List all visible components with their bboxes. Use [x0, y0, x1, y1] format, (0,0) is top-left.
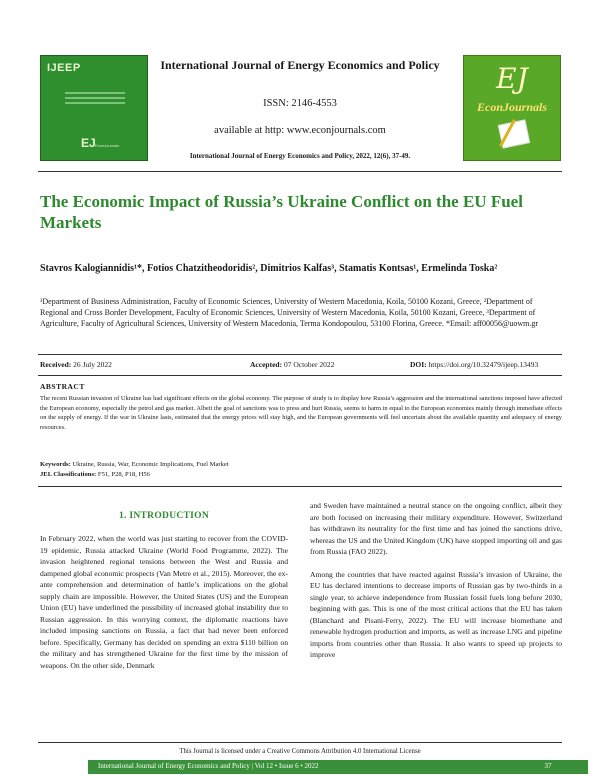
abstract-divider — [38, 486, 562, 487]
cover-logo-sub: EconJournals — [95, 143, 120, 148]
citation: International Journal of Energy Economics and Policy, 2022, 12(6), 37-49. — [189, 152, 411, 160]
availability-link[interactable]: available at http: www.econjournals.com — [214, 125, 386, 136]
paragraph: and Sweden have maintained a neutral stance on the ongoing conflict, albeit they are both focused on increasing their military expenditure. However, Switzerland has withdrawn its neutrality for the first time and has joined the sanctions drive, whereas the US and the United Kingdom (UK) have stopped importing oil and gas from Russia (FAO 2022). — [310, 501, 562, 556]
section-heading-introduction: 1. INTRODUCTION — [118, 511, 209, 521]
authors: Stavros Kalogiannidis¹*, Fotios Chatzitheodoridis², Dimitrios Kalfas³, Stamatis Kontsas¹, Ermelinda Toska² — [40, 263, 498, 274]
paragraph: In February 2022, when the world was just starting to recover from the COVID-19 epidemic, Russia attacked Ukraine (World Food Programme, 2022). The invasion heightened regional tensions between the West and Russia and dampened global economic prospects (Van Metre et al., 2015). Moreover, the ex-ante comprehension and determination of battle’s implications on the global supply chain are impossible. However, the United States (US) and the European Union (EU) have underlined the possibility of increased global instability due to Russian aggression. In this worrying context, the diplomatic reactions have included imposing sanctions on Russia, a fact that had never been enforced before. Specifically, Germany has decided on spending an extra $110 billion on the military and has strengthened Ukraine for the first time by the mission of weapons. On the other side, Denmark — [40, 534, 288, 670]
page-number: 37 — [544, 762, 552, 770]
cover-title: IJEEP — [47, 62, 81, 74]
header-divider — [38, 171, 562, 172]
journal-title: International Journal of Energy Economics and Policy — [160, 58, 440, 72]
doi[interactable]: DOI: https://doi.org/10.32479/ijeep.13493 — [410, 360, 539, 369]
keywords-block — [40, 460, 562, 480]
body-column-left — [40, 533, 288, 671]
dates-top-divider — [38, 354, 562, 355]
ej-logo-wordmark: EconJournals — [476, 100, 548, 114]
journal-cover-thumbnail — [40, 55, 148, 161]
received-date: Received: 26 July 2022 — [40, 360, 112, 369]
cover-lines — [65, 92, 125, 107]
jel-classifications: JEL Classifications: F51, P28, P18, H56 — [40, 471, 150, 478]
article-title: The Economic Impact of Russia’s Ukraine Conflict on the EU Fuel Markets — [40, 192, 523, 232]
affiliations: ¹Department of Business Administration, Faculty of Economic Sciences, University of Western Macedonia, Koila, 50100 Kozani, Greece, ²Department of Regional and Cross Border Development, Faculty of Economic Sciences, University of Western Macedonia, Koila, 50100 Kozani, Greece, ³Department of Agriculture, Faculty of Agricultural Sciences, University of Western Macedonia, Terma Kondopoulou, 53100 Florina, Greece. *Email: aff00056@uowm.gr — [40, 297, 539, 328]
paragraph: Among the countries that have reacted against Russia’s invasion of Ukraine, the EU has declared intentions to decrease imports of Russian gas by two-thirds in a single year, to achieve independence from Russian fossil fuels long before 2030, beginning with gas. This is one of the most critical actions that the EU has taken (Blanchard and Pisani-Ferry, 2022). The EU will increase biomethane and renewable hydrogen production and imports, as well as increase LNG and pipeline imports from countries other than Russia. It also wants to speed up projects to improve — [310, 569, 562, 659]
body-column-right — [310, 500, 562, 661]
accepted-date: Accepted: 07 October 2022 — [250, 360, 335, 369]
issn: ISSN: 2146-4553 — [263, 98, 337, 109]
ej-logo-letters: EJ — [496, 62, 528, 95]
cover-logo: EJ — [81, 136, 96, 150]
dates-bottom-divider — [38, 375, 562, 376]
license-notice: This Journal is licensed under a Creative Commons Attribution 4.0 International License — [179, 748, 421, 755]
article-dates — [40, 360, 562, 372]
footer-divider — [38, 742, 562, 743]
econjournals-logo — [463, 55, 561, 161]
abstract-heading: ABSTRACT — [40, 382, 85, 391]
footer-journal-line: International Journal of Energy Economics and Policy | Vol 12 • Issue 6 • 2022 — [98, 762, 319, 770]
abstract-text: The recent Russian invasion of Ukraine has had significant effects on the global economy. The purpose of study is to display how Russia’s aggression and the international sanctions imposed have affected the European economy, especially the petrol and gas market. Albeit the goal of sanctions was to press and hurt Russia, seems to harm in equal to the European economies mainly through immediate effects on the supply of energy. If the war in Ukraine lasts, estimated that the energy prices will stay high, and the European governments will feel uncertain about the available quantity and adequacy of energy resources. — [40, 395, 562, 431]
keywords: Keywords: Ukraine, Russia, War, Economic Implications, Fuel Market — [40, 461, 229, 468]
